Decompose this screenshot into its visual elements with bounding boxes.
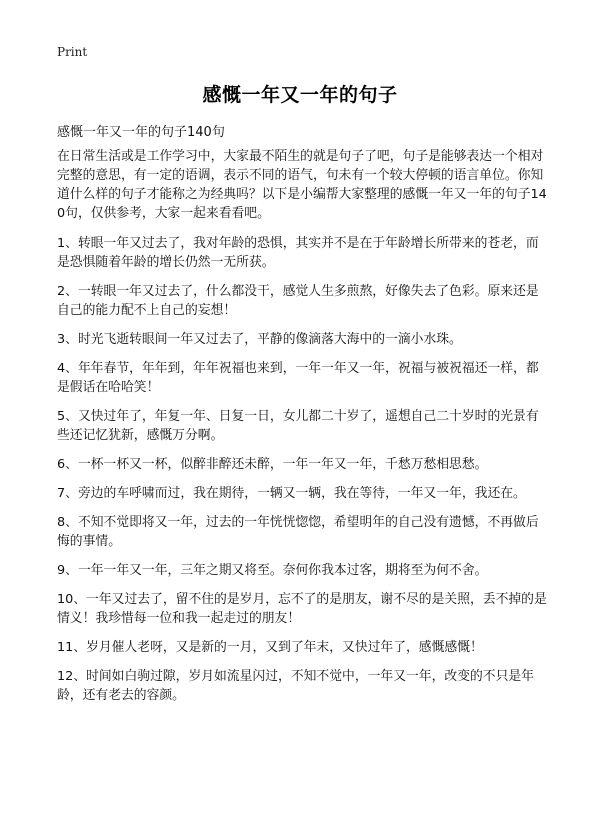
article-subtitle: 感慨一年又一年的句子140句 — [57, 125, 225, 140]
sentence-item: 6、一杯一杯又一杯，似醉非醉还未醉，一年一年又一年，千愁万愁相思愁。 — [57, 457, 488, 472]
sentence-item: 11、岁月催人老呀，又是新的一月，又到了年末，又快过年了，感慨感慨！ — [57, 640, 483, 655]
sentence-item: 4、年年春节，年年到，年年祝福也来到，一年一年又一年，祝福与被祝福还一样，都是假话在哈哈笑！ — [57, 361, 539, 395]
sentence-item: 2、一转眼一年又过去了，什么都没干，感觉人生多煎熬，好像失去了色彩。原来还是自己的能力配不上自己的妄想！ — [57, 284, 539, 318]
sentence-item: 12、时间如白驹过隙，岁月如流星闪过，不知不觉中，一年又一年，改变的不只是年龄，还有老去的容颜。 — [57, 669, 534, 703]
article-body — [57, 147, 548, 715]
sentence-item: 1、转眼一年又过去了，我对年龄的恐惧，其实并不是在于年龄增长所带来的苍老，而是恐惧随着年龄的增长仍然一无所获。 — [57, 236, 539, 270]
sentence-item: 5、又快过年了，年复一年、日复一日，女儿都二十岁了，遥想自己二十岁时的光景有些还记忆犹新，感慨万分啊。 — [57, 409, 539, 443]
sentence-item: 3、时光飞逝转眼间一年又过去了，平静的像滴落大海中的一滴小水珠。 — [57, 332, 462, 347]
intro-paragraph: 在日常生活或是工作学习中，大家最不陌生的就是句子了吧，句子是能够表达一个相对完整的意思，有一定的语调，表示不同的语气，句未有一个较大停顿的语言单位。你知道什么样的句子才能称之为经典吗？以下是小编帮大家整理的感慨一年又一年的句子140句，仅供参考，大家一起来看看吧。 — [57, 149, 547, 221]
sentence-item: 9、一年一年又一年，三年之期又将至。奈何你我本过客，期将至为何不舍。 — [57, 563, 488, 578]
sentence-item: 8、不知不觉即将又一年，过去的一年恍恍惚惚，希望明年的自己没有遗憾，不再做后悔的事情。 — [57, 515, 539, 549]
print-link[interactable]: Print — [57, 45, 88, 59]
sentence-item: 7、旁边的车呼啸而过，我在期待，一辆又一辆，我在等待，一年又一年，我还在。 — [57, 486, 526, 501]
page-title: 感慨一年又一年的句子 — [202, 84, 398, 106]
sentence-item: 10、一年又过去了，留不住的是岁月，忘不了的是朋友，谢不尽的是关照，丢不掉的是情义！我珍惜每一位和我一起走过的朋友！ — [57, 592, 547, 626]
